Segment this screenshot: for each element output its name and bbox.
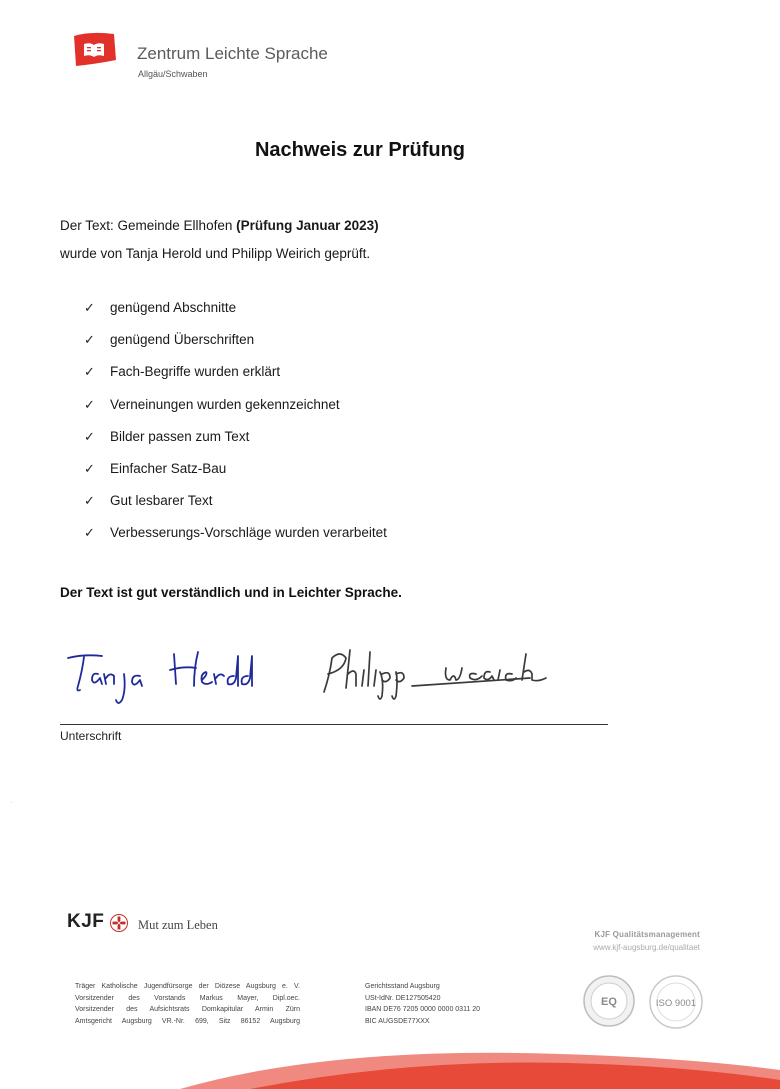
checkmark-icon: ✓ bbox=[84, 300, 95, 315]
checkmark-icon: ✓ bbox=[84, 396, 95, 412]
checklist-item-label: Gut lesbarer Text bbox=[110, 493, 213, 509]
checklist-item bbox=[84, 493, 387, 525]
document-title: Nachweis zur Prüfung bbox=[254, 139, 466, 161]
signature-label: Unterschrift bbox=[60, 729, 122, 743]
checkmark-icon: ✓ bbox=[84, 428, 95, 444]
checklist-item bbox=[84, 300, 387, 332]
eq-certification-badge bbox=[582, 974, 636, 1028]
bank-info bbox=[365, 981, 480, 1027]
checklist-item bbox=[84, 461, 387, 493]
checklist-item bbox=[84, 364, 387, 396]
badge-eq-label: EQ bbox=[601, 996, 617, 1008]
book-logo-icon bbox=[70, 30, 118, 68]
checkmark-icon: ✓ bbox=[84, 364, 95, 380]
checkmark-icon: ✓ bbox=[84, 525, 95, 541]
intro-line-2: wurde von Tanja Herold und Philipp Weirich geprüft. bbox=[60, 246, 371, 261]
bank-line: IBAN DE76 7205 0000 0000 0311 20 bbox=[365, 1006, 481, 1013]
checklist-item-label: Verbesserungs-Vorschläge wurden verarbeitet bbox=[110, 525, 387, 541]
legal-line: Vorsitzender des Vorstands Markus Mayer, Dipl.oec. bbox=[75, 994, 300, 1002]
checklist-item-label: Bilder passen zum Text bbox=[110, 428, 250, 444]
legal-line: Träger Katholische Jugendfürsorge der Diözese Augsburg e. V. bbox=[75, 983, 300, 990]
checklist-item bbox=[84, 332, 387, 364]
signature-tanja-herold bbox=[62, 638, 257, 710]
checkmark-icon: ✓ bbox=[84, 332, 95, 348]
badge-iso-label: ISO 9001 bbox=[655, 998, 697, 1009]
checkmark-icon: ✓ bbox=[84, 460, 95, 476]
bank-line: BIC AUGSDE77XXX bbox=[365, 1017, 430, 1025]
checklist bbox=[84, 300, 387, 558]
cross-icon bbox=[110, 914, 128, 932]
signature-line bbox=[60, 724, 608, 725]
org-region: Allgäu/Schwaben bbox=[138, 69, 208, 79]
quality-management-url[interactable]: www.kjf-augsburg.de/qualitaet bbox=[593, 943, 700, 952]
checklist-item bbox=[84, 397, 387, 429]
margin-dot: · bbox=[10, 800, 12, 806]
intro-exam-date: (Prüfung Januar 2023) bbox=[236, 218, 379, 233]
checklist-item-label: genügend Überschriften bbox=[110, 332, 255, 348]
checkmark-icon: ✓ bbox=[84, 493, 95, 509]
intro-line-1 bbox=[60, 218, 379, 233]
checklist-item-label: Verneinungen wurden gekennzeichnet bbox=[110, 396, 340, 412]
signature-philipp-weirich bbox=[316, 640, 571, 708]
checklist-item-label: Einfacher Satz-Bau bbox=[110, 460, 227, 476]
checklist-item-label: Fach-Begriffe wurden erklärt bbox=[110, 364, 281, 380]
kjf-logo: KJF bbox=[67, 911, 105, 932]
checklist-item-label: genügend Abschnitte bbox=[110, 300, 237, 315]
legal-info bbox=[75, 981, 300, 1027]
checklist-item bbox=[84, 525, 387, 557]
legal-line: Vorsitzender des Aufsichtsrats Domkapitular Armin Zürn bbox=[75, 1006, 300, 1013]
iso-9001-badge bbox=[648, 974, 704, 1030]
intro-text: Der Text: Gemeinde Ellhofen bbox=[60, 218, 237, 233]
conclusion: Der Text ist gut verständlich und in Leichter Sprache. bbox=[60, 585, 402, 600]
checklist-item bbox=[84, 429, 387, 461]
quality-management-title: KJF Qualitätsmanagement bbox=[594, 930, 700, 939]
org-name: Zentrum Leichte Sprache bbox=[137, 44, 328, 63]
bank-line: Gerichtsstand Augsburg bbox=[365, 983, 440, 990]
legal-line: Amtsgericht Augsburg VR.-Nr. 699, Sitz 86152 Augsburg bbox=[75, 1017, 300, 1025]
decorative-wave bbox=[0, 1040, 780, 1089]
bank-line: USt-IdNr. DE127505420 bbox=[365, 994, 441, 1002]
motto: Mut zum Leben bbox=[138, 918, 218, 932]
